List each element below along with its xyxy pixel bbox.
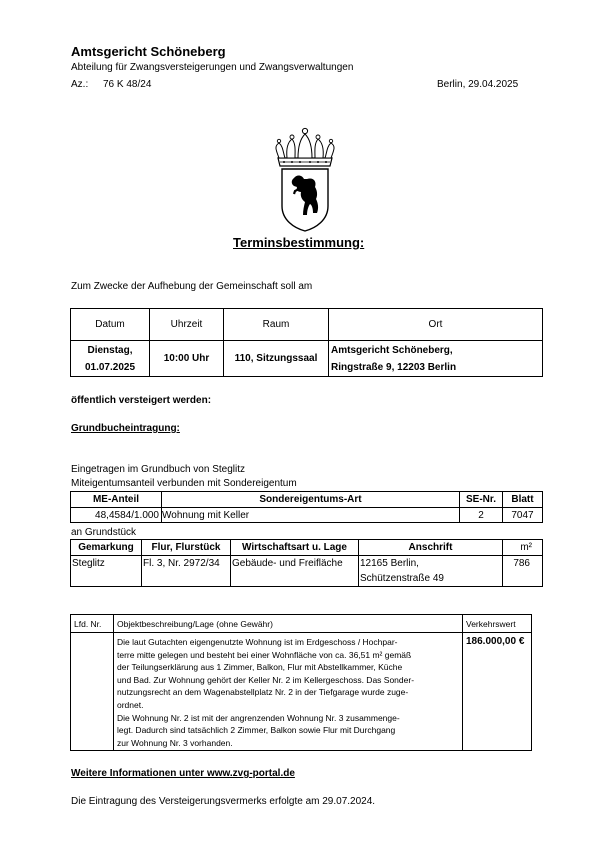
me-header-blatt: Blatt	[503, 492, 543, 508]
obj-line: zur Wohnung Nr. 3 vorhanden.	[117, 737, 233, 748]
obj-header-lfd-nr: Lfd. Nr.	[71, 615, 114, 633]
document-date: Berlin, 29.04.2025	[437, 79, 519, 90]
me-header-art: Sondereigentums-Art	[162, 492, 460, 508]
gs-flur: Fl. 3, Nr. 2972/34	[142, 556, 231, 587]
gs-flaeche: 786	[503, 556, 543, 587]
me-anteil-table	[70, 491, 543, 523]
obj-beschreibung	[114, 633, 463, 751]
obj-line: ordnet.	[117, 699, 144, 710]
obj-line: Die Wohnung Nr. 2 ist mit der angrenzenden Wohnung Nr. 3 zusammenge-	[117, 712, 400, 723]
gs-anschrift	[359, 556, 503, 587]
termin-uhrzeit: 10:00 Uhr	[150, 341, 224, 377]
termin-header-uhrzeit: Uhrzeit	[150, 309, 224, 341]
gs-header-anschrift: Anschrift	[359, 540, 503, 556]
termin-header-datum: Datum	[71, 309, 150, 341]
me-anteil-value: 48,4584/1.000	[71, 508, 162, 523]
page-title: Terminsbestimmung:	[233, 235, 365, 250]
court-department: Abteilung für Zwangsversteigerungen und Zwangsverwaltungen	[71, 62, 354, 73]
termin-ort	[329, 341, 543, 377]
termin-header-ort: Ort	[329, 309, 543, 341]
gs-wirtschaftsart: Gebäude- und Freifläche	[231, 556, 359, 587]
gs-anschrift-city: 12165 Berlin,	[360, 558, 419, 569]
intro-text: Zum Zwecke der Aufhebung der Gemeinschaft soll am	[71, 281, 313, 292]
obj-verkehrswert: 186.000,00 €	[463, 633, 532, 751]
obj-lfd-nr	[71, 633, 114, 751]
termin-table	[70, 308, 543, 377]
gs-header-wirtschaftsart: Wirtschaftsart u. Lage	[231, 540, 359, 556]
me-header-se-nr: SE-Nr.	[460, 492, 503, 508]
obj-line: terre mitte gelegen und besteht bei einer Wohnfläche von ca. 36,51 m² gemäß	[117, 649, 412, 660]
obj-line: nutzungsrecht an dem Wagenabstellplatz Nr. 2 in der Tiefgarage wurde zuge-	[117, 687, 409, 698]
me-blatt-value: 7047	[503, 508, 543, 523]
eintragung-text: Die Eintragung des Versteigerungsvermerks erfolgte am 29.07.2024.	[71, 796, 376, 807]
gs-header-flaeche: m²	[503, 540, 543, 556]
case-number: 76 K 48/24	[103, 79, 152, 90]
objekt-table	[70, 614, 532, 751]
termin-raum: 110, Sitzungssaal	[224, 341, 329, 377]
obj-line: legt. Dadurch sind tatsächlich 2 Zimmer, Balkon sowie Flur mit Durchgang	[117, 725, 396, 736]
termin-ort-name: Amtsgericht Schöneberg,	[331, 344, 453, 356]
obj-line: der Teilungserklärung aus 1 Zimmer, Balkon, Flur mit Abstellkammer, Küche	[117, 662, 403, 673]
zvg-portal-link[interactable]: Weitere Informationen unter www.zvg-portal.de	[71, 768, 295, 779]
obj-header-verkehrswert: Verkehrswert	[463, 615, 532, 633]
me-art-value: Wohnung mit Keller	[162, 508, 460, 523]
gs-anschrift-street: Schützenstraße 49	[360, 573, 444, 584]
termin-weekday: Dienstag,	[87, 344, 133, 356]
obj-line: Die laut Gutachten eigengenutzte Wohnung ist im Erdgeschoss / Hochpar-	[117, 637, 398, 647]
gs-header-flur: Flur, Flurstück	[142, 540, 231, 556]
grundbuch-heading: Grundbucheintragung:	[71, 423, 180, 434]
me-header-anteil: ME-Anteil	[71, 492, 162, 508]
case-number-label: Az.:	[71, 79, 89, 90]
termin-ort-address: Ringstraße 9, 12203 Berlin	[331, 361, 457, 373]
versteigert-text: öffentlich versteigert werden:	[71, 395, 212, 406]
gs-header-gemarkung: Gemarkung	[71, 540, 142, 556]
grundbuch-eingetragen: Eingetragen im Grundbuch von Steglitz	[71, 464, 245, 475]
obj-header-beschreibung: Objektbeschreibung/Lage (ohne Gewähr)	[114, 615, 463, 633]
court-name: Amtsgericht Schöneberg	[71, 44, 226, 59]
termin-datum	[71, 341, 150, 377]
me-se-nr-value: 2	[460, 508, 503, 523]
berlin-coat-of-arms-icon	[270, 124, 340, 232]
grundstueck-table	[70, 539, 543, 587]
termin-date: 01.07.2025	[84, 361, 136, 373]
termin-header-raum: Raum	[224, 309, 329, 341]
gs-gemarkung: Steglitz	[71, 556, 142, 587]
miteigentum-text: Miteigentumsanteil verbunden mit Sondereigentum	[71, 478, 297, 489]
an-grundstueck-text: an Grundstück	[71, 527, 137, 538]
obj-line: und Bad. Zur Wohnung gehört der Keller Nr. 2 im Kellergeschoss. Das Sonder-	[117, 674, 415, 685]
